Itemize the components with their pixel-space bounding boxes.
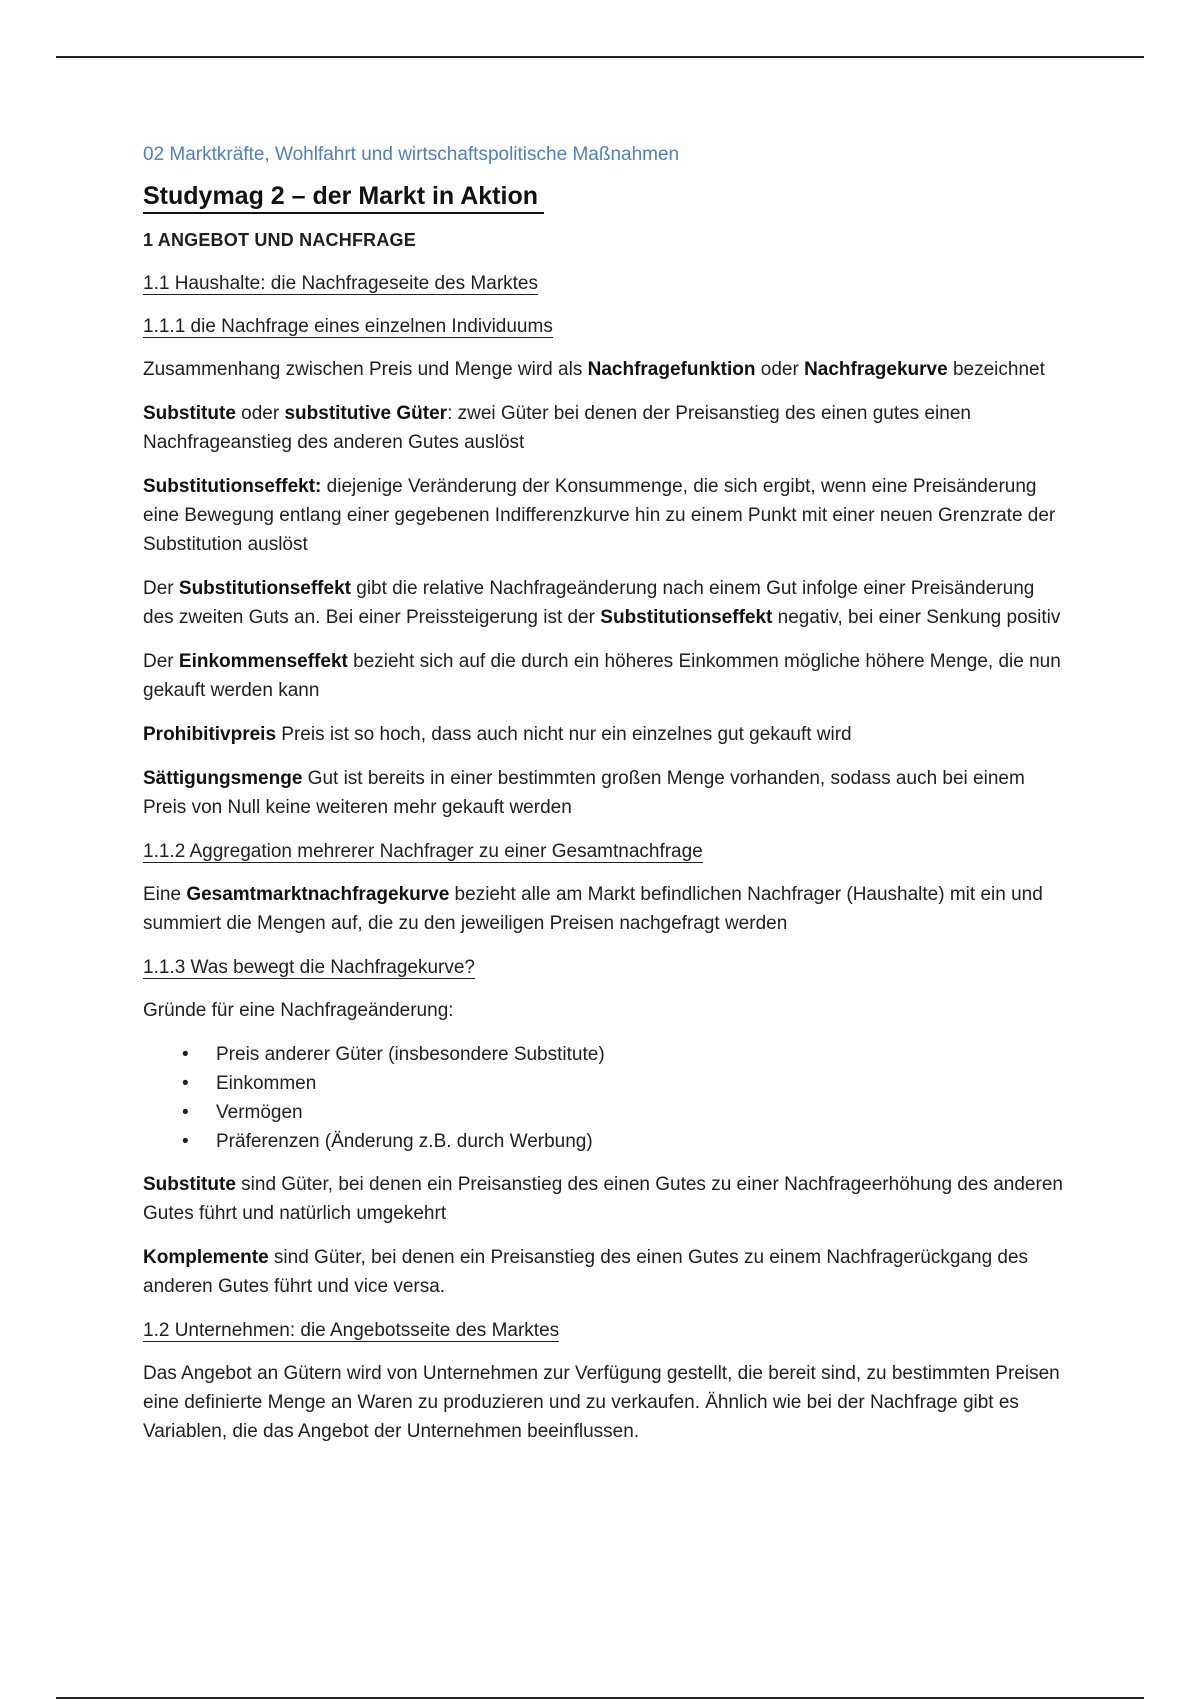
paragraph-substitutionseffekt: Der Substitutionseffekt gibt die relative Nachfrageänderung nach einem Gut infolge einer Preisänderung des zweiten Guts an. Bei einer Preissteigerung ist der Substitutionseffekt negativ, bei einer Senkung positiv [143, 578, 1061, 628]
chapter-heading: 02 Marktkräfte, Wohlfahrt und wirtschaftspolitische Maßnahmen [143, 144, 680, 165]
paragraph-substitute-2: Substitute sind Güter, bei denen ein Preisanstieg des einen Gutes zu einer Nachfrageerhöhung des anderen Gutes führt und natürlich umgekehrt [143, 1174, 1063, 1224]
section-heading-1-1: 1.1 Haushalte: die Nachfrageseite des Marktes [143, 273, 538, 294]
paragraph-einkommenseffekt: Der Einkommenseffekt bezieht sich auf die durch ein höheres Einkommen mögliche höhere Menge, die nun gekauft werden kann [143, 651, 1061, 701]
list-item: • Vermögen [216, 1098, 1063, 1127]
section-heading-1-1-2: 1.1.2 Aggregation mehrerer Nachfrager zu einer Gesamtnachfrage [143, 841, 703, 862]
document-body [143, 140, 1063, 1461]
paragraph-gesamtmarktnachfragekurve: Eine Gesamtmarktnachfragekurve bezieht alle am Markt befindlichen Nachfrager (Haushalte) mit ein und summiert die Mengen auf, die zu den jeweiligen Preisen nachgefragt werden [143, 884, 1043, 934]
header-rule [56, 56, 1144, 58]
paragraph-substitutionseffekt-definition: Substitutionseffekt: diejenige Veränderung der Konsummenge, die sich ergibt, wenn eine Preisänderung eine Bewegung entlang einer gegebenen Indifferenzkurve hin zu einem Punkt mit einer neuen Grenzrate der Substitution auslöst [143, 476, 1056, 555]
section-heading-1-1-3: 1.1.3 Was bewegt die Nachfragekurve? [143, 957, 475, 978]
paragraph-substitute: Substitute oder substitutive Güter: zwei Güter bei denen der Preisanstieg des einen gutes einen Nachfrageanstieg des anderen Gutes auslöst [143, 403, 971, 453]
paragraph-angebot: Das Angebot an Gütern wird von Unternehmen zur Verfügung gestellt, die bereit sind, zu bestimmten Preisen eine definierte Menge an Waren zu produzieren und zu verkaufen. Ähnlich wie bei der Nachfrage gibt es Variablen, die das Angebot der Unternehmen beeinflussen. [143, 1363, 1060, 1442]
paragraph-prohibitivpreis: Prohibitivpreis Preis ist so hoch, dass auch nicht nur ein einzelnes gut gekauft wird [143, 724, 852, 745]
paragraph-komplemente: Komplemente sind Güter, bei denen ein Preisanstieg des einen Gutes zu einem Nachfragerückgang des anderen Gutes führt und vice versa. [143, 1247, 1029, 1297]
section-heading-1-1-1: 1.1.1 die Nachfrage eines einzelnen Individuums [143, 316, 553, 337]
paragraph-saettigungsmenge: Sättigungsmenge Gut ist bereits in einer bestimmten großen Menge vorhanden, sodass auch bei einem Preis von Null keine weiteren mehr gekauft werden [143, 768, 1025, 818]
section-heading-1-2: 1.2 Unternehmen: die Angebotsseite des Marktes [143, 1320, 560, 1341]
document-title: Studymag 2 – der Markt in Aktion [143, 181, 544, 214]
list-item: • Preis anderer Güter (insbesondere Substitute) [216, 1040, 1063, 1069]
reasons-list [143, 1040, 1063, 1156]
list-item: • Einkommen [216, 1069, 1063, 1098]
footer-rule [56, 1697, 1144, 1699]
section-heading-1: 1 ANGEBOT UND NACHFRAGE [143, 230, 416, 250]
list-item: • Präferenzen (Änderung z.B. durch Werbung) [216, 1127, 1063, 1156]
paragraph-nachfragefunktion: Zusammenhang zwischen Preis und Menge wird als Nachfragefunktion oder Nachfragekurve bezeichnet [143, 359, 1045, 380]
paragraph-gruende: Gründe für eine Nachfrageänderung: [143, 1000, 454, 1021]
